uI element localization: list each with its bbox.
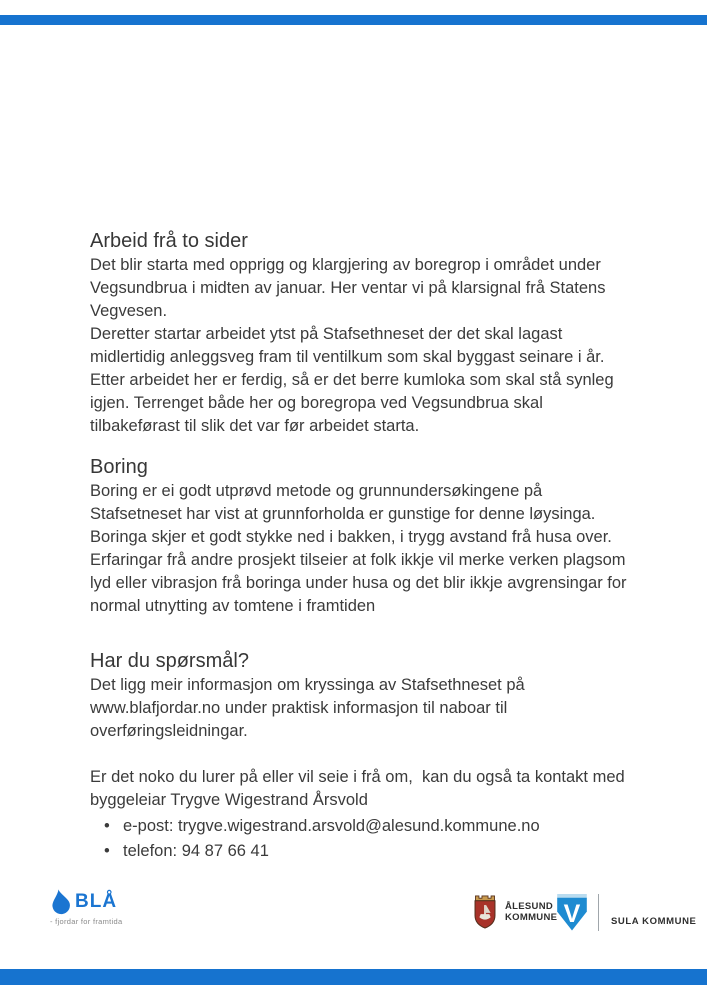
contact-bullet-list [90,814,652,864]
text-line: Er det noko du lurer på eller vil seie i frå om, kan du også ta kontakt med [90,768,625,786]
section-heading-sporsmal: Har du spørsmål? [90,650,249,672]
text-line-url: www.blafjordar.no under praktisk informasjon til naboar til [90,699,508,717]
document-body [90,228,652,864]
sula-wordmark: SULA KOMMUNE [611,916,697,927]
text-line: normal utnytting av tomtene i framtiden [90,597,376,615]
text-line: Vegsundbrua i midten av januar. Her ventar vi på klarsignal frå Statens [90,279,606,297]
text-line: Vegvesen. [90,302,168,320]
blaa-tagline: - fjordar for framtida [50,917,123,926]
text-line: Stafsetneset har vist at grunnforholda er gunstige for denne løysinga. [90,505,596,523]
section-heading-boring: Boring [90,456,148,478]
blaa-wordmark: BLÅ [75,890,118,912]
text-line: Boring er ei godt utprøvd metode og grunnundersøkingene på [90,482,543,500]
text-line: Erfaringar frå andre prosjekt tilseier at folk ikkje vil merke verken plagsom [90,551,626,569]
sula-kommune-logo [556,894,696,931]
text-line: igjen. Terrenget både her og boregropa ved Vegsundbrua skal [90,394,543,412]
alesund-coat-of-arms-icon [472,893,498,931]
sula-divider [598,894,599,931]
section-heading-arbeid: Arbeid frå to sider [90,230,248,252]
alesund-kommune-logo [472,893,557,931]
text-line: byggeleiar Trygve Wigestrand Årsvold [90,791,368,809]
top-accent-bar [0,15,707,25]
bullet-text-email: e-post: trygve.wigestrand.arsvold@alesund.kommune.no [123,817,540,835]
blaa-logo [50,888,122,926]
alesund-wordmark-line1: ÅLESUND [505,900,554,912]
bullet-dot: • [104,817,110,835]
text-line: overføringsleidningar. [90,722,248,740]
text-line: midlertidig anleggsveg fram til ventilkum som skal byggast seinare i år. [90,348,605,366]
svg-text:V: V [563,899,581,928]
text-line: Det ligg meir informasjon om kryssinga av Stafsethneset på [90,676,525,694]
sula-shield-icon [556,894,588,931]
water-drop-icon [48,886,73,916]
text-line: Boringa skjer et godt stykke ned i bakken, i trygg avstand frå husa over. [90,528,612,546]
text-line: tilbakeførast til slik det var før arbeidet starta. [90,417,420,435]
text-line: Det blir starta med opprigg og klargjering av boregrop i området under [90,256,601,274]
text-line: Etter arbeidet her er ferdig, så er det berre kumloka som skal stå synleg [90,371,614,389]
text-line: Deretter startar arbeidet ytst på Stafsethneset der det skal lagast [90,325,563,343]
blaa-logo-row [50,888,122,915]
bullet-dot: • [104,842,110,860]
bottom-accent-bar [0,969,707,985]
contact-block [90,766,652,864]
bullet-item-epost [90,814,652,839]
text-line: lyd eller vibrasjon frå boringa under husa og det blir ikkje avgrensingar for [90,574,627,592]
bullet-item-telefon [90,839,652,864]
alesund-wordmark-line2: KOMMUNE [505,912,558,923]
bullet-text-phone: telefon: 94 87 66 41 [123,842,269,860]
alesund-wordmark [505,901,557,924]
